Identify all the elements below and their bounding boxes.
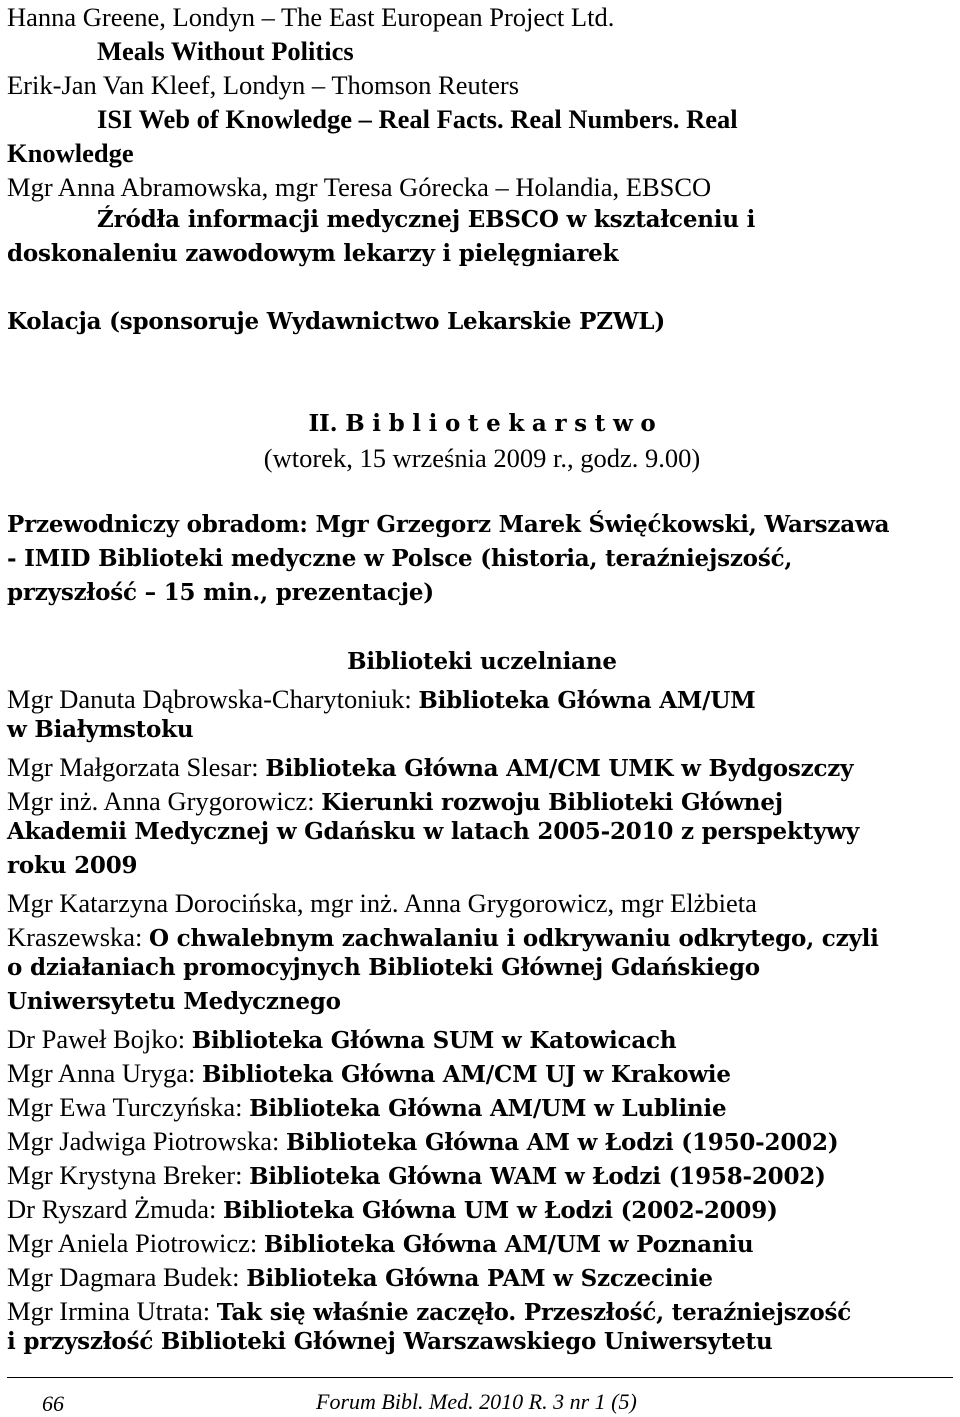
talk-row bbox=[7, 954, 760, 981]
talk-title: Biblioteka Główna AM/UM w Lublinie bbox=[249, 1095, 727, 1122]
talk-author: Mgr Dagmara Budek: bbox=[7, 1262, 240, 1292]
talk-title: o działaniach promocyjnych Biblioteki Głównej Gdańskiego bbox=[7, 954, 760, 981]
section-title: II. B i b l i o t e k a r s t w o bbox=[308, 410, 656, 437]
talk-title: Kierunki rozwoju Biblioteki Głównej bbox=[321, 789, 783, 816]
talk-line: Hanna Greene, Londyn – The East European Project Ltd. bbox=[7, 2, 615, 32]
talk-author: Mgr Aniela Piotrowicz: bbox=[7, 1228, 258, 1258]
talk-title: Źródła informacji medycznej EBSCO w kształceniu i bbox=[97, 206, 756, 233]
talk-author: Dr Paweł Bojko: bbox=[7, 1024, 186, 1054]
talk-title: Biblioteka Główna AM w Łodzi (1950-2002) bbox=[285, 1129, 839, 1156]
talk-row bbox=[7, 886, 757, 920]
talk-row bbox=[7, 1226, 753, 1260]
talk-title: Biblioteka Główna AM/UM bbox=[418, 687, 756, 714]
talk-line: Mgr Anna Abramowska, mgr Teresa Górecka – Holandia, EBSCO bbox=[7, 172, 712, 202]
talk-title: w Białymstoku bbox=[7, 716, 194, 743]
talk-row bbox=[7, 1158, 826, 1192]
footer-rule bbox=[7, 1377, 953, 1378]
talk-author: Mgr Małgorzata Slesar: bbox=[7, 752, 259, 782]
talk-row bbox=[7, 716, 193, 743]
talk-row bbox=[7, 1328, 773, 1355]
talk-author: Mgr Krystyna Breker: bbox=[7, 1160, 243, 1190]
chair-line: Przewodniczy obradom: Mgr Grzegorz Marek Święćkowski, Warszawa bbox=[7, 511, 890, 538]
talk-author: Kraszewska: bbox=[7, 922, 143, 952]
talk-title: Biblioteka Główna UM w Łodzi (2002-2009) bbox=[223, 1197, 778, 1224]
talk-row bbox=[7, 1124, 838, 1158]
section-date: (wtorek, 15 września 2009 r., godz. 9.00) bbox=[263, 443, 701, 473]
talk-row bbox=[7, 988, 341, 1015]
talk-row bbox=[7, 852, 137, 879]
talk-title: ISI Web of Knowledge – Real Facts. Real Numbers. Real bbox=[97, 104, 738, 134]
talk-title: Akademii Medycznej w Gdańsku w latach 2005-2010 z perspektywy bbox=[7, 818, 860, 845]
chair-line: przyszłość – 15 min., prezentacje) bbox=[7, 579, 434, 606]
talk-row bbox=[7, 1056, 731, 1090]
talk-row bbox=[7, 682, 755, 716]
subsection-heading: Biblioteki uczelniane bbox=[347, 648, 617, 675]
page-footer bbox=[0, 1377, 960, 1415]
talk-title: Tak się właśnie zaczęło. Przeszłość, teraźniejszość bbox=[216, 1299, 852, 1326]
page-number: 66 bbox=[42, 1391, 64, 1416]
talk-row bbox=[7, 750, 853, 784]
talk-row bbox=[7, 784, 783, 818]
talk-title: Biblioteka Główna AM/CM UJ w Krakowie bbox=[202, 1061, 731, 1088]
talk-author: Mgr Danuta Dąbrowska-Charytoniuk: bbox=[7, 684, 412, 714]
dinner-note: Kolacja (sponsoruje Wydawnictwo Lekarskie PZWL) bbox=[7, 308, 666, 335]
talk-title: Biblioteka Główna PAM w Szczecinie bbox=[246, 1265, 713, 1292]
talk-title: roku 2009 bbox=[7, 852, 138, 879]
talk-title: Biblioteka Główna WAM w Łodzi (1958-2002) bbox=[249, 1163, 826, 1190]
talk-title: i przyszłość Biblioteki Głównej Warszawskiego Uniwersytetu bbox=[7, 1328, 773, 1355]
talk-author: Mgr Ewa Turczyńska: bbox=[7, 1092, 243, 1122]
talk-title: doskonaleniu zawodowym lekarzy i pielęgniarek bbox=[7, 240, 619, 267]
talk-row bbox=[7, 1260, 713, 1294]
talk-author: Mgr Katarzyna Dorocińska, mgr inż. Anna Grygorowicz, mgr Elżbieta bbox=[7, 888, 757, 918]
talk-row bbox=[7, 818, 859, 845]
talk-title: Meals Without Politics bbox=[97, 36, 354, 66]
talk-row bbox=[7, 1192, 778, 1226]
talk-row bbox=[7, 1294, 851, 1328]
talk-title: O chwalebnym zachwalaniu i odkrywaniu odkrytego, czyli bbox=[149, 925, 879, 952]
talk-row bbox=[7, 920, 879, 954]
journal-reference: Forum Bibl. Med. 2010 R. 3 nr 1 (5) bbox=[316, 1389, 637, 1414]
talk-row bbox=[7, 1022, 676, 1056]
talk-author: Mgr Irmina Utrata: bbox=[7, 1296, 211, 1326]
talk-title: Biblioteka Główna AM/UM w Poznaniu bbox=[263, 1231, 754, 1258]
talk-author: Mgr Anna Uryga: bbox=[7, 1058, 196, 1088]
talk-title: Uniwersytetu Medycznego bbox=[7, 988, 341, 1015]
talk-author: Mgr Jadwiga Piotrowska: bbox=[7, 1126, 280, 1156]
talk-author: Dr Ryszard Żmuda: bbox=[7, 1194, 217, 1224]
chair-line: - IMID Biblioteki medyczne w Polsce (historia, teraźniejszość, bbox=[7, 545, 793, 572]
talk-title: Biblioteka Główna AM/CM UMK w Bydgoszczy bbox=[265, 755, 854, 782]
talk-row bbox=[7, 1090, 726, 1124]
talk-author: Mgr inż. Anna Grygorowicz: bbox=[7, 786, 315, 816]
talk-title: Knowledge bbox=[7, 138, 134, 168]
talk-title: Biblioteka Główna SUM w Katowicach bbox=[191, 1027, 677, 1054]
talk-line: Erik-Jan Van Kleef, Londyn – Thomson Reuters bbox=[7, 70, 520, 100]
